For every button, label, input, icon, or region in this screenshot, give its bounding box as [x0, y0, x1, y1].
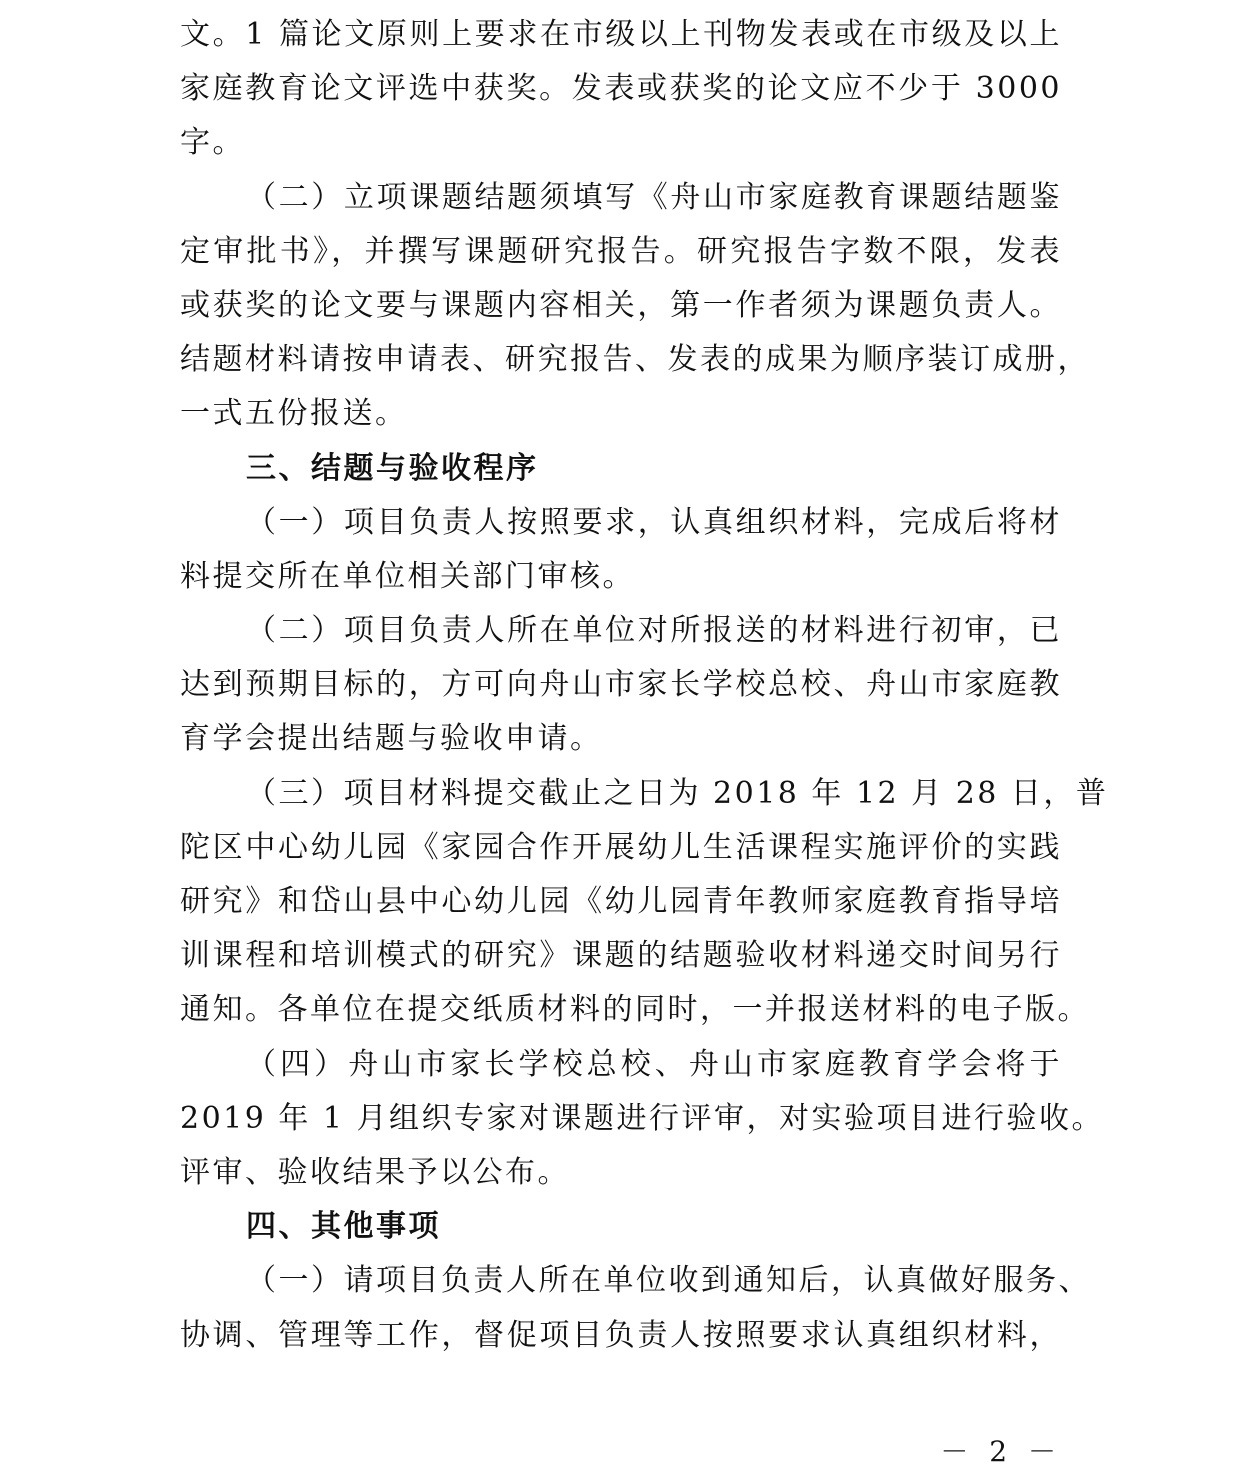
body-line: 协调、管理等工作，督促项目负责人按照要求认真组织材料， [180, 1317, 1062, 1353]
body-line: 育学会提出结题与验收申请。 [180, 721, 603, 757]
body-line: 一式五份报送。 [180, 396, 408, 432]
page-number: － 2 － [940, 1435, 1062, 1468]
paragraph-start-line: （一）项目负责人按照要求，认真组织材料，完成后将材 [246, 504, 1062, 540]
body-line: 定审批书》，并撰写课题研究报告。研究报告字数不限，发表 [180, 233, 1062, 269]
body-line: 评审、验收结果予以公布。 [180, 1154, 570, 1190]
body-line: 训课程和培训模式的研究》课题的结题验收材料递交时间另行 [180, 938, 1062, 974]
body-line: 字。 [180, 125, 245, 161]
body-line: 料提交所在单位相关部门审核。 [180, 558, 635, 594]
section-heading: 三、结题与验收程序 [246, 450, 539, 486]
body-line: 陀区中心幼儿园《家园合作开展幼儿生活课程实施评价的实践 [180, 829, 1062, 865]
body-line: 2019 年 1 月组织专家对课题进行评审，对实验项目进行验收。 [180, 1100, 1105, 1136]
body-line: 文。1 篇论文原则上要求在市级以上刊物发表或在市级及以上 [180, 17, 1062, 52]
body-line: 或获奖的论文要与课题内容相关，第一作者须为课题负责人。 [180, 287, 1062, 323]
paragraph-start-line: （四）舟山市家长学校总校、舟山市家庭教育学会将于 [246, 1046, 1062, 1082]
body-line: 达到预期目标的，方可向舟山市家长学校总校、舟山市家庭教 [180, 667, 1062, 703]
section-heading: 四、其他事项 [246, 1209, 441, 1245]
body-line: 研究》和岱山县中心幼儿园《幼儿园青年教师家庭教育指导培 [180, 884, 1062, 919]
document-body [180, 8, 1109, 1363]
paragraph-start-line: （二）立项课题结题须填写《舟山市家庭教育课题结题鉴 [246, 179, 1062, 215]
body-line: 结题材料请按申请表、研究报告、发表的成果为顺序装订成册， [180, 342, 1090, 378]
body-line: 家庭教育论文评选中获奖。发表或获奖的论文应不少于 3000 [180, 71, 1062, 107]
paragraph-start-line: （一）请项目负责人所在单位收到通知后，认真做好服务、 [246, 1263, 1091, 1299]
paragraph-start-line: （三）项目材料提交截止之日为 2018 年 12 月 28 日，普 [246, 775, 1109, 811]
paragraph-start-line: （二）项目负责人所在单位对所报送的材料进行初审，已 [246, 613, 1062, 649]
body-line: 通知。各单位在提交纸质材料的同时，一并报送材料的电子版。 [180, 992, 1090, 1028]
